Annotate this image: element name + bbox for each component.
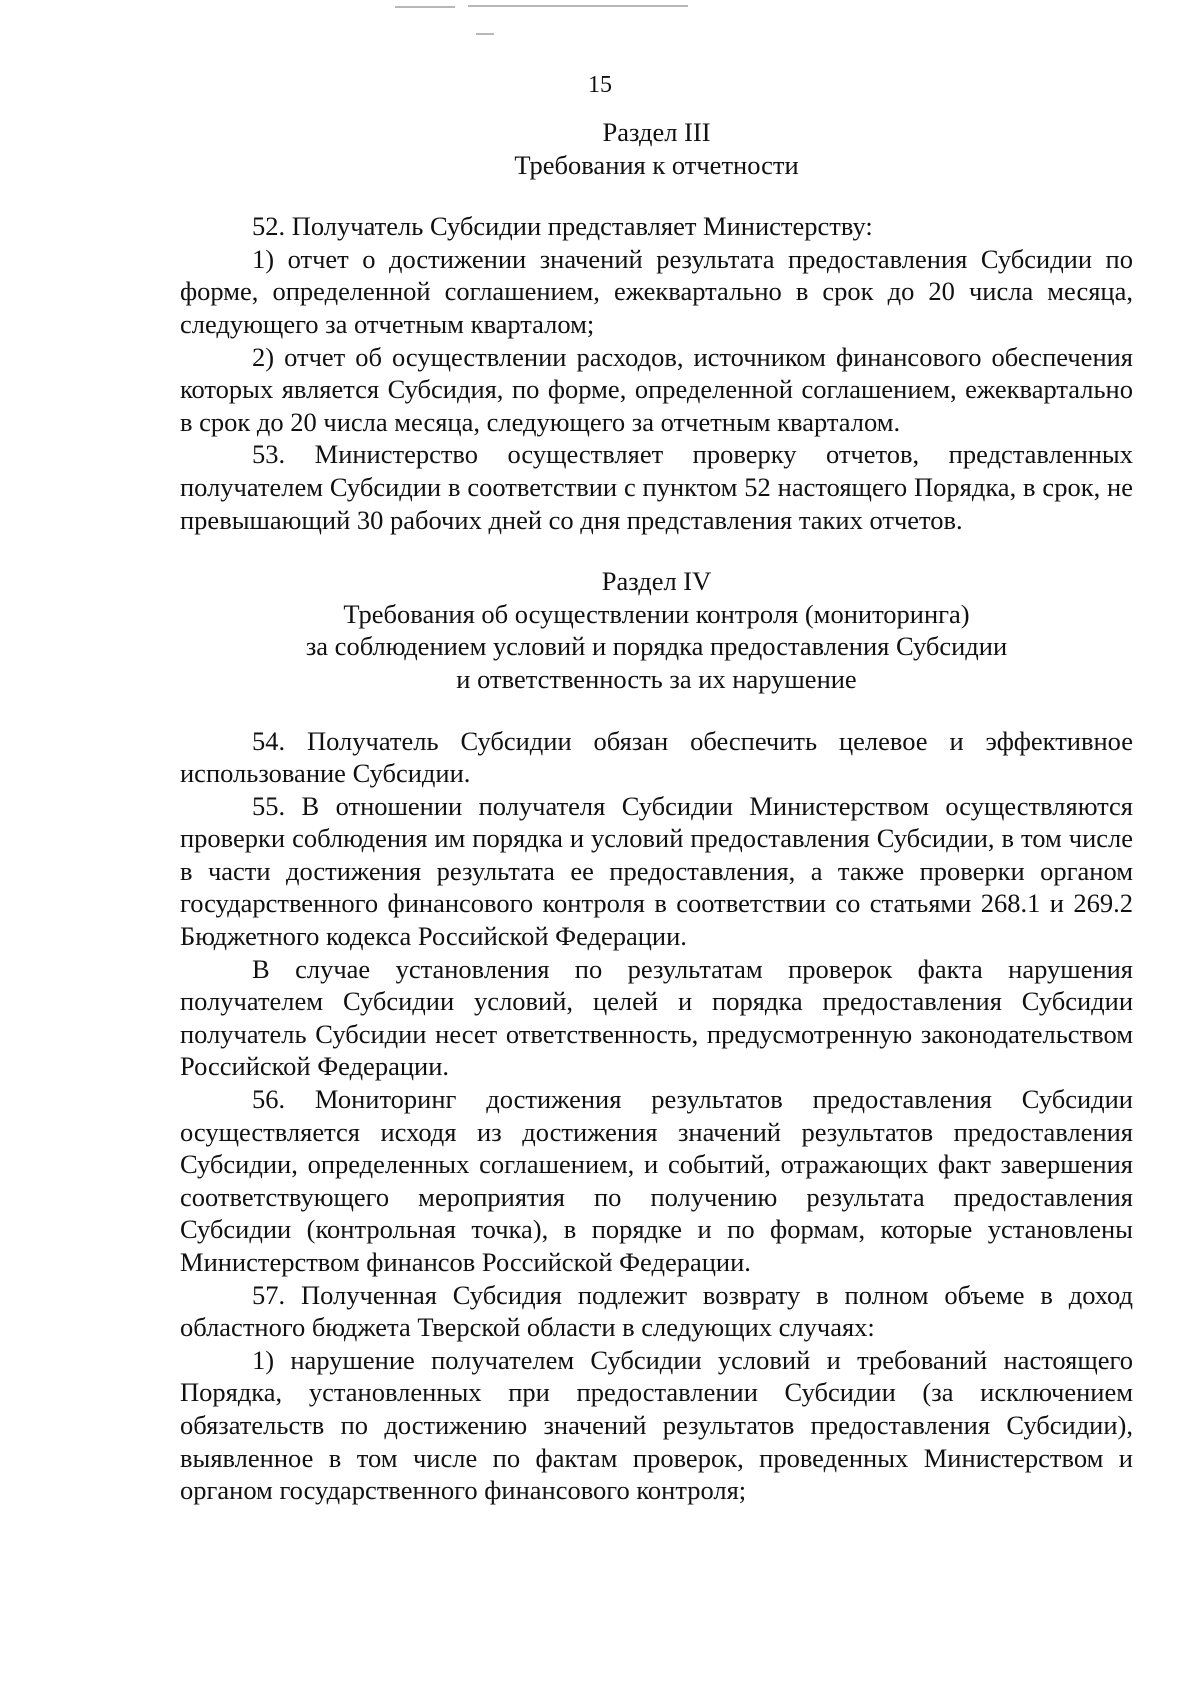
section-4-title-line: Требования об осуществлении контроля (мониторинга) (343, 598, 970, 629)
page-number: 15 (588, 72, 612, 98)
paragraph-57-item-1: 1) нарушение получателем Субсидии условий и требований настоящего Порядка, установленных при предоставлении Субсидии (за исключением обязательств по достижению значений результатов предоставления Субсидии), выявленное в том числе по фактам проверок, проведенных Министерством и органом государственного финансового контроля; (180, 1344, 1133, 1506)
section-4-title-line: и ответственность за их нарушение (456, 663, 857, 694)
paragraph-56: 56. Мониторинг достижения результатов предоставления Субсидии осуществляется исходя из достижения значений результатов предоставления Субсидии, определенных соглашением, и событий, отражающих факт завершения соответствующего мероприятия по получению результата предоставления Субсидии (контрольная точка), в порядке и по формам, которые установлены Министерством финансов Российской Федерации. (180, 1084, 1133, 1277)
scan-mark (468, 5, 688, 7)
paragraph-55-part-2: В случае установления по результатам проверок факта нарушения получателем Субсидии условий, целей и порядка предоставления Субсидии получатель Субсидии несет ответственность, предусмотренную законодательством Российской Федерации. (180, 953, 1133, 1082)
scan-mark (395, 6, 455, 8)
paragraph-52: 52. Получатель Субсидии представляет Министерству: (252, 211, 873, 242)
paragraph-57: 57. Полученная Субсидия подлежит возврату в полном объеме в доход областного бюджета Тверской области в следующих случаях: (180, 1279, 1133, 1343)
document-body (180, 116, 1133, 1507)
paragraph-53: 53. Министерство осуществляет проверку отчетов, представленных получателем Субсидии в соответствии с пунктом 52 настоящего Порядка, в срок, не превышающий 30 рабочих дней со дня представления таких отчетов. (180, 439, 1133, 535)
section-4-heading: Раздел IV (601, 566, 712, 597)
paragraph-54: 54. Получатель Субсидии обязан обеспечить целевое и эффективное использование Субсидии. (180, 725, 1133, 789)
section-3-heading: Раздел III (602, 117, 711, 147)
paragraph-55: 55. В отношении получателя Субсидии Министерством осуществляются проверки соблюдения им порядка и условий предоставления Субсидии, в том числе в части достижения результата ее предоставления, а также проверки органом государственного финансового контроля в соответствии со статьями 268.1 и 269.2 Бюджетного кодекса Российской Федерации. (180, 790, 1133, 952)
section-4-title-line: за соблюдением условий и порядка предоставления Субсидии (305, 631, 1008, 662)
section-3-title: Требования к отчетности (514, 149, 799, 180)
paragraph-52-item-2: 2) отчет об осуществлении расходов, источником финансового обеспечения которых является Субсидия, по форме, определенной соглашением, ежеквартально в срок до 20 числа месяца, следующего за отчетным кварталом. (180, 341, 1133, 437)
scan-mark (476, 33, 494, 35)
paragraph-52-item-1: 1) отчет о достижении значений результата предоставления Субсидии по форме, определенной соглашением, ежеквартально в срок до 20 числа месяца, следующего за отчетным кварталом; (180, 243, 1133, 339)
